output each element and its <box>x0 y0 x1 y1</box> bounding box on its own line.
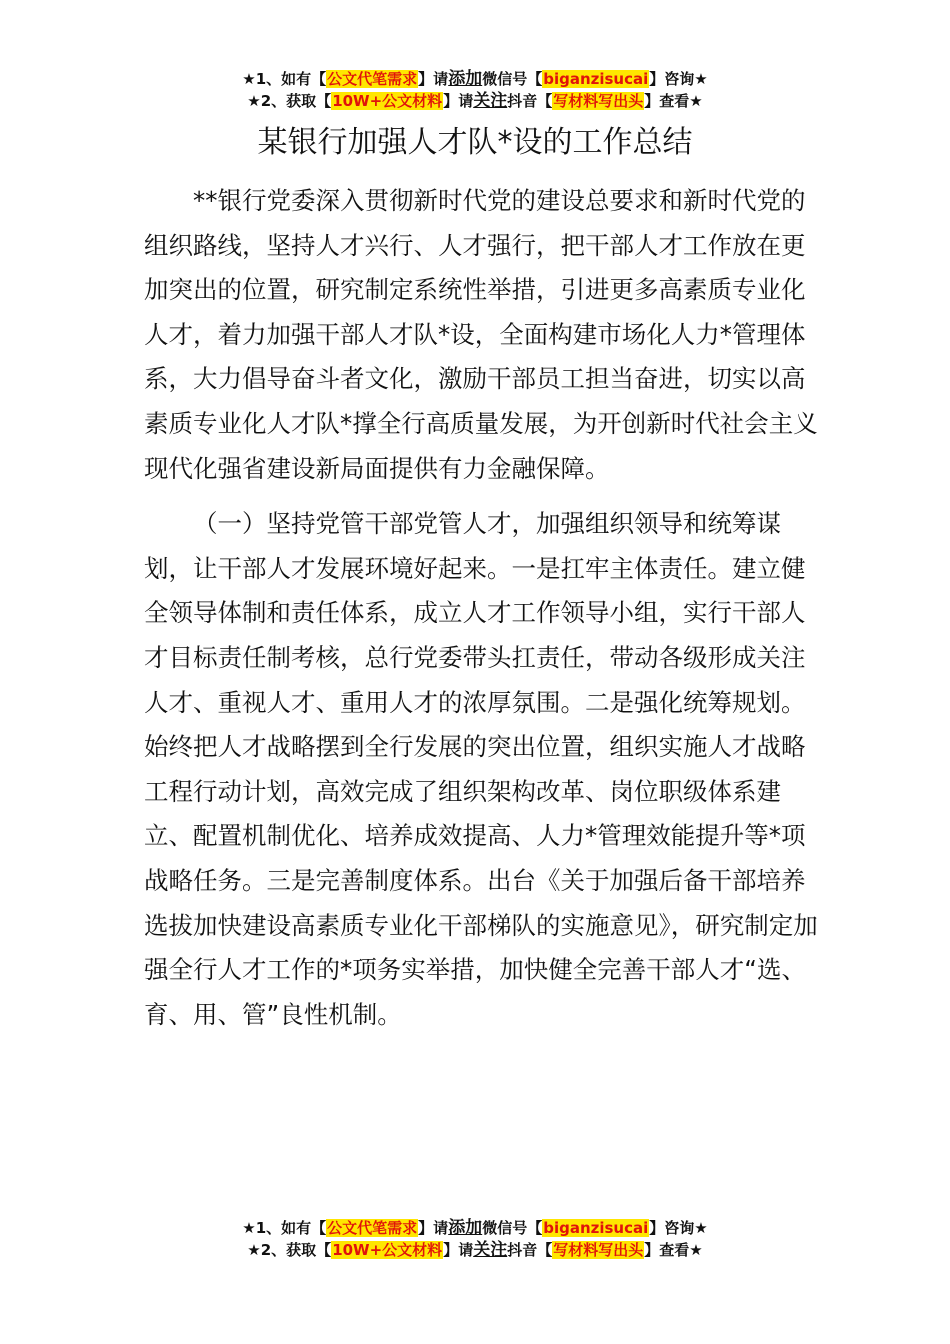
body-paragraph: **银行党委深入贯彻新时代党的建设总要求和新时代党的组织路线，坚持人才兴行、人才强行，把干部人才工作放在更加突出的位置，研究制定系统性举措，引进更多高素质专业化人才，着力加强干部人才队*设，全面构建市场化人力*管理体系，大力倡导奋斗者文化，激励干部员工担当奋进，切实以高素质专业化人才队*撑全行高质量发展，为开创新时代社会主义现代化强省建设新局面提供有力金融保障。 <box>144 186 818 483</box>
notice-line-1 <box>0 1217 950 1239</box>
notice-text: 】请 <box>418 1219 449 1237</box>
notice-text: ★1、如有【 <box>242 70 327 88</box>
highlight-materials: 10W+公文材料 <box>332 1241 443 1259</box>
highlight-service: 公文代笔需求 <box>327 70 418 88</box>
document-body <box>144 179 828 1037</box>
notice-text: 】查看★ <box>644 1241 703 1259</box>
highlight-wechat-id: biganzisucai <box>543 1219 649 1237</box>
highlight-douyin-account: 写材料写出头 <box>553 92 644 110</box>
notice-text: 】请 <box>443 92 474 110</box>
notice-text: 】查看★ <box>644 92 703 110</box>
notice-text: 】咨询★ <box>649 1219 708 1237</box>
notice-text: 微信号【 <box>482 70 543 88</box>
notice-text: 微信号【 <box>482 1219 543 1237</box>
notice-text: 抖音【 <box>507 1241 553 1259</box>
highlight-materials: 10W+公文材料 <box>332 92 443 110</box>
highlight-wechat-id: biganzisucai <box>543 70 649 88</box>
notice-emphasis: 关注 <box>473 91 508 111</box>
notice-emphasis: 关注 <box>473 1240 508 1260</box>
notice-text: 】咨询★ <box>649 70 708 88</box>
document-title: 某银行加强人才队*设的工作总结 <box>257 125 693 160</box>
notice-line-1 <box>0 68 950 90</box>
notice-text: ★1、如有【 <box>242 1219 327 1237</box>
highlight-service: 公文代笔需求 <box>327 1219 418 1237</box>
notice-text: ★2、获取【 <box>247 92 332 110</box>
notice-emphasis: 添加 <box>448 69 483 89</box>
notice-text: 】请 <box>418 70 449 88</box>
header-notice <box>0 68 950 112</box>
notice-line-2 <box>0 90 950 112</box>
highlight-douyin-account: 写材料写出头 <box>553 1241 644 1259</box>
footer-notice <box>0 1217 950 1261</box>
body-paragraph: （一）坚持党管干部党管人才，加强组织领导和统筹谋划，让干部人才发展环境好起来。一是扛牢主体责任。建立健全领导体制和责任体系，成立人才工作领导小组，实行干部人才目标责任制考核，总行党委带头扛责任，带动各级形成关注人才、重视人才、重用人才的浓厚氛围。二是强化统筹规划。始终把人才战略摆到全行发展的突出位置，组织实施人才战略工程行动计划，高效完成了组织架构改革、岗位职级体系建立、配置机制优化、培养成效提高、人力*管理效能提升等*项战略任务。三是完善制度体系。出台《关于加强后备干部培养选拔加快建设高素质专业化干部梯队的实施意见》，研究制定加强全行人才工作的*项务实举措，加快健全完善干部人才“选、育、用、管”良性机制。 <box>144 509 818 1029</box>
notice-text: 抖音【 <box>507 92 553 110</box>
notice-emphasis: 添加 <box>448 1218 483 1238</box>
notice-line-2 <box>0 1239 950 1261</box>
notice-text: 】请 <box>443 1241 474 1259</box>
notice-text: ★2、获取【 <box>247 1241 332 1259</box>
